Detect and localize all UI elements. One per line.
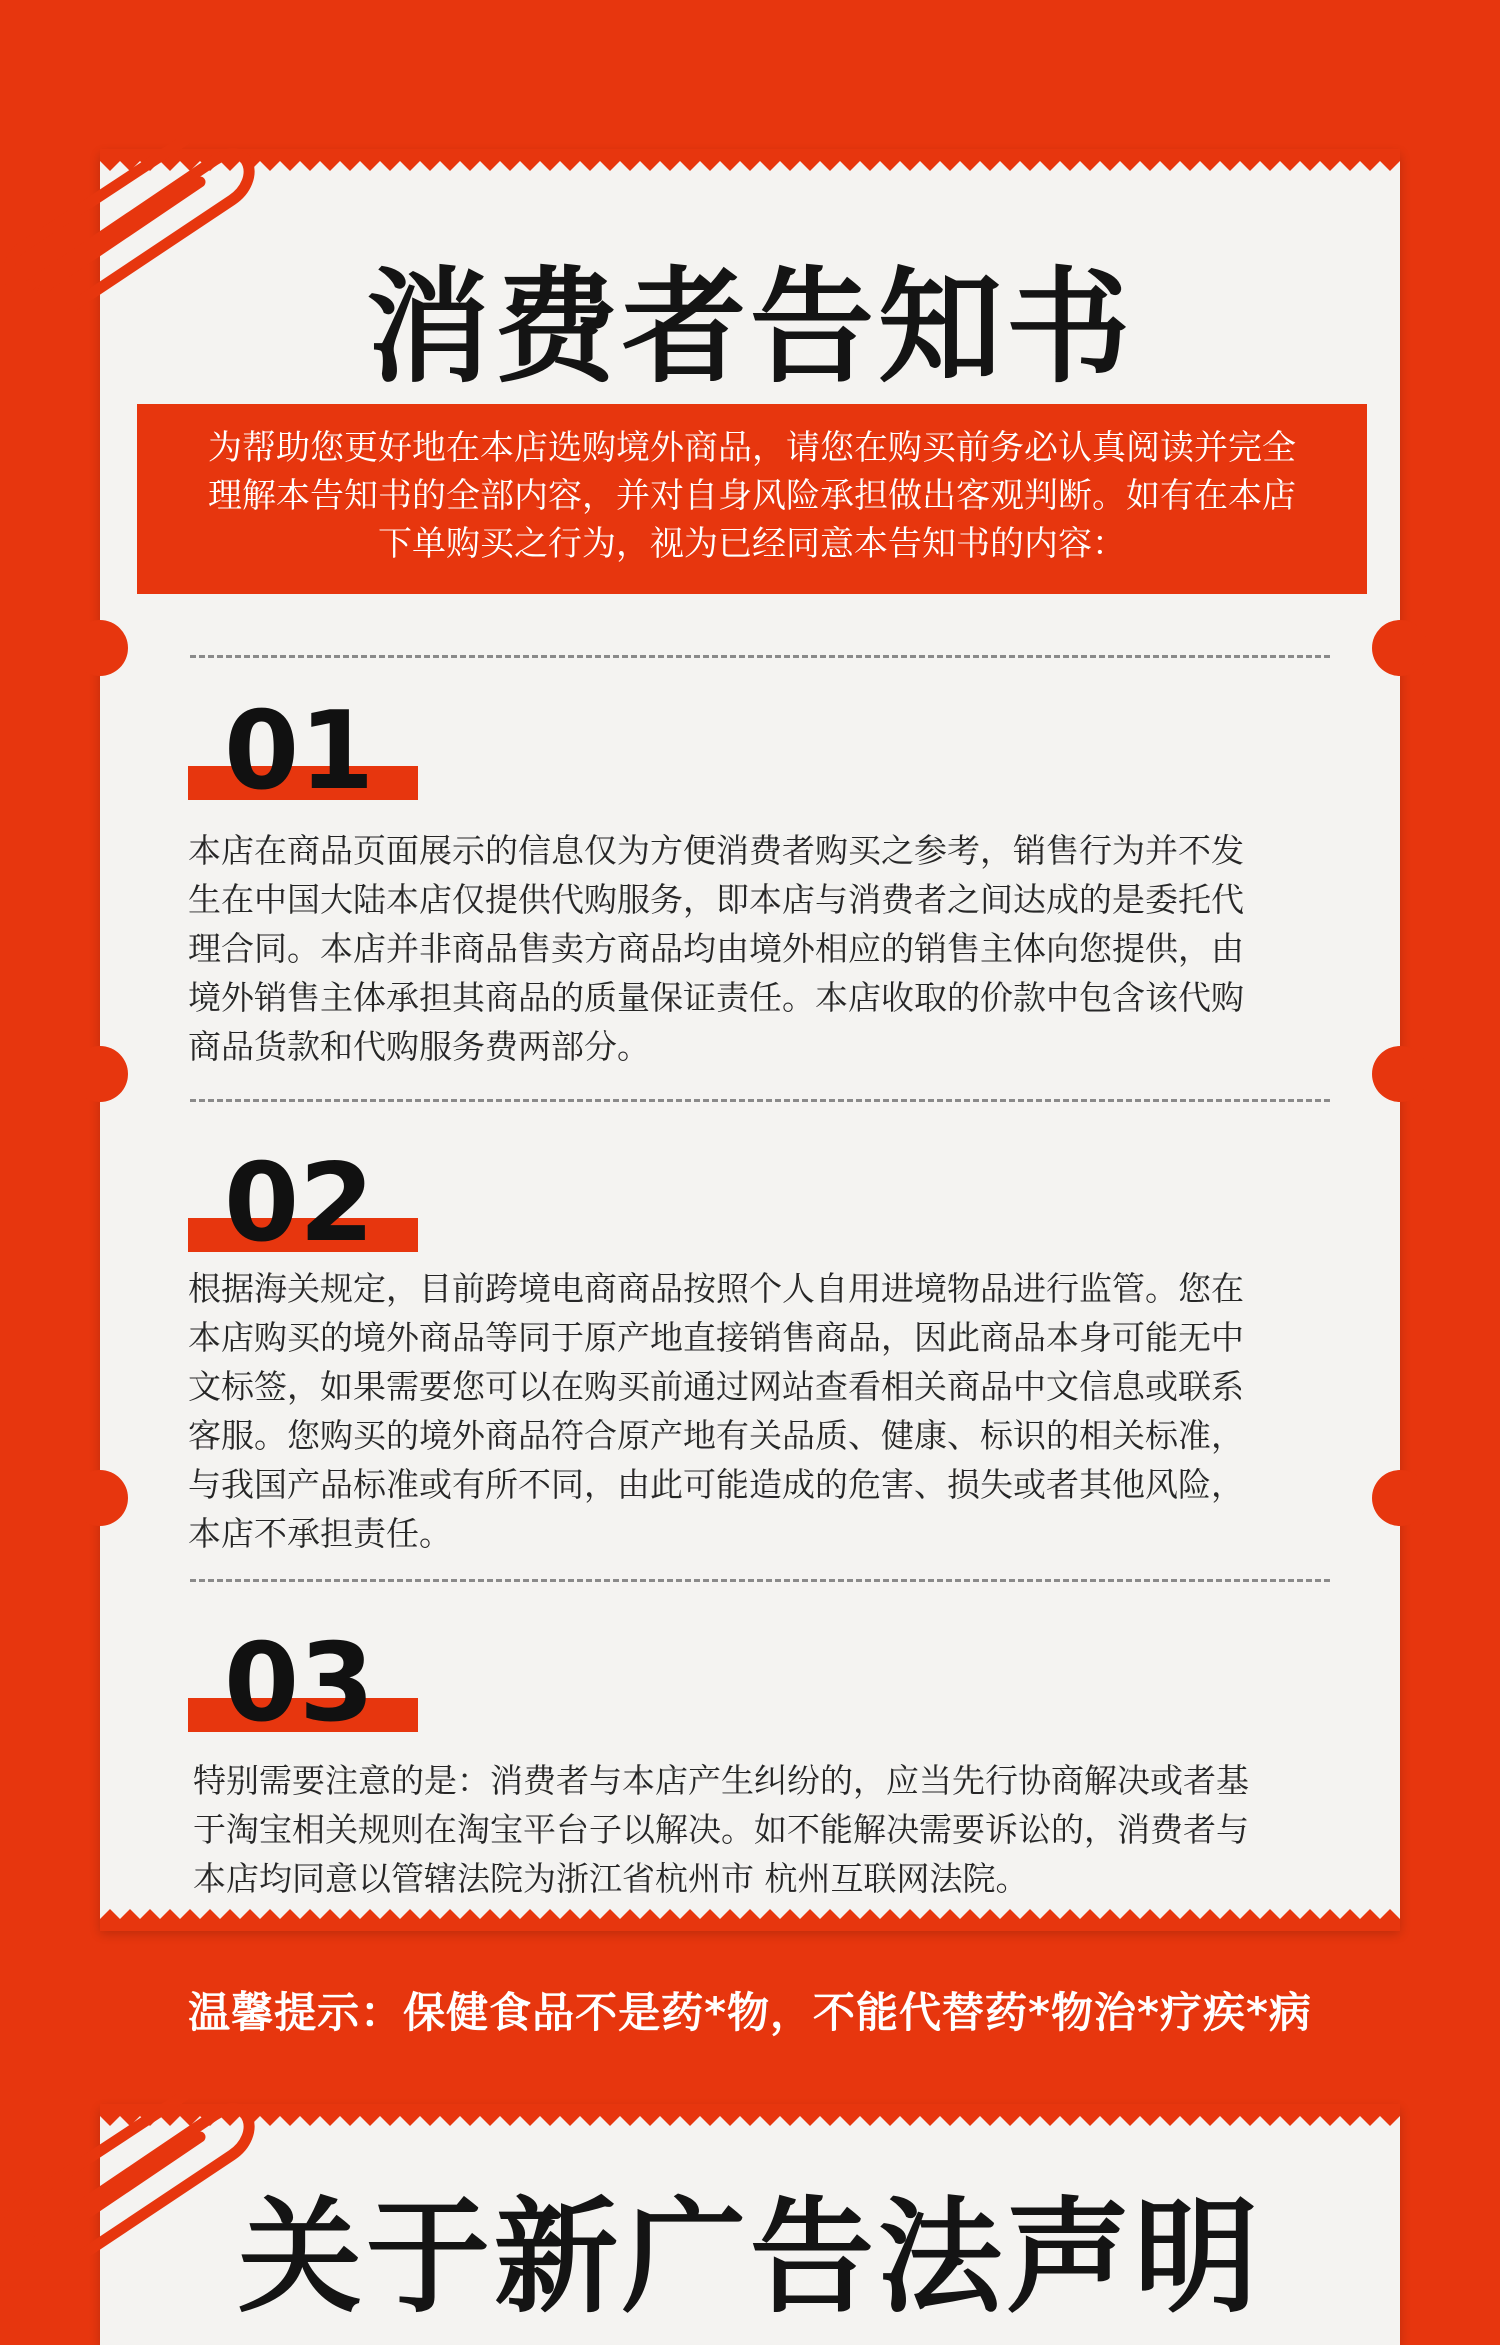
notch-left bbox=[72, 1046, 128, 1102]
text-line: 本店不承担责任。 bbox=[188, 1514, 452, 1553]
text-line: 境外销售主体承担其商品的质量保证责任。本店收取的价款中包含该代购 bbox=[188, 978, 1244, 1017]
section-number: 02 bbox=[224, 1141, 375, 1266]
text-line: 商品货款和代购服务费两部分。 bbox=[188, 1027, 650, 1066]
notch-right bbox=[1372, 1470, 1428, 1526]
text-line: 特别需要注意的是：消费者与本店产生纠纷的，应当先行协商解决或者基 bbox=[193, 1761, 1249, 1800]
text-line: 本店均同意以管辖法院为浙江省杭州市 杭州互联网法院。 bbox=[193, 1859, 1029, 1898]
intro-line: 理解本告知书的全部内容，并对自身风险承担做出客观判断。如有在本店 bbox=[208, 476, 1296, 516]
notch-right bbox=[1372, 1046, 1428, 1102]
text-line: 本店在商品页面展示的信息仅为方便消费者购买之参考，销售行为并不发 bbox=[188, 831, 1244, 870]
divider bbox=[190, 1099, 1330, 1102]
text-line: 理合同。本店并非商品售卖方商品均由境外相应的销售主体向您提供，由 bbox=[188, 929, 1244, 968]
notch-left bbox=[72, 1470, 128, 1526]
text-line: 与我国产品标准或有所不同，由此可能造成的危害、损失或者其他风险， bbox=[188, 1465, 1244, 1504]
notch-right bbox=[1372, 620, 1428, 676]
text-line: 文标签，如果需要您可以在购买前通过网站查看相关商品中文信息或联系 bbox=[188, 1367, 1244, 1406]
section-number-badge bbox=[188, 1621, 418, 1746]
section-text bbox=[193, 1756, 1353, 1903]
section-number: 01 bbox=[224, 689, 375, 814]
health-food-tip: 温馨提示：保健食品不是药*物，不能代替药*物治*疗疾*病 bbox=[188, 1988, 1312, 2037]
torn-edge-top bbox=[100, 2104, 1400, 2126]
page-title: 消费者告知书 bbox=[365, 256, 1134, 400]
section-number-badge bbox=[188, 1141, 418, 1266]
text-line: 客服。您购买的境外商品符合原产地有关品质、健康、标识的相关标准， bbox=[188, 1416, 1244, 1455]
text-line: 根据海关规定，目前跨境电商商品按照个人自用进境物品进行监管。您在 bbox=[188, 1269, 1244, 1308]
notch-left bbox=[72, 620, 128, 676]
torn-edge-top bbox=[100, 149, 1400, 171]
section-text bbox=[188, 826, 1348, 1071]
divider bbox=[190, 655, 1330, 658]
text-line: 本店购买的境外商品等同于原产地直接销售商品，因此商品本身可能无中 bbox=[188, 1318, 1244, 1357]
torn-edge-bottom bbox=[100, 1909, 1400, 1931]
section-text bbox=[188, 1264, 1348, 1558]
intro-line: 下单购买之行为，视为已经同意本告知书的内容： bbox=[378, 524, 1126, 564]
text-line: 于淘宝相关规则在淘宝平台子以解决。如不能解决需要诉讼的，消费者与 bbox=[193, 1810, 1249, 1849]
intro-banner bbox=[137, 404, 1367, 594]
intro-line: 为帮助您更好地在本店选购境外商品，请您在购买前务必认真阅读并完全 bbox=[208, 428, 1296, 468]
text-line: 生在中国大陆本店仅提供代购服务，即本店与消费者之间达成的是委托代 bbox=[188, 880, 1244, 919]
section-number-badge bbox=[188, 689, 418, 814]
ad-law-title: 关于新广告法声明 bbox=[237, 2186, 1262, 2330]
divider bbox=[190, 1579, 1330, 1582]
section-number: 03 bbox=[224, 1621, 375, 1746]
